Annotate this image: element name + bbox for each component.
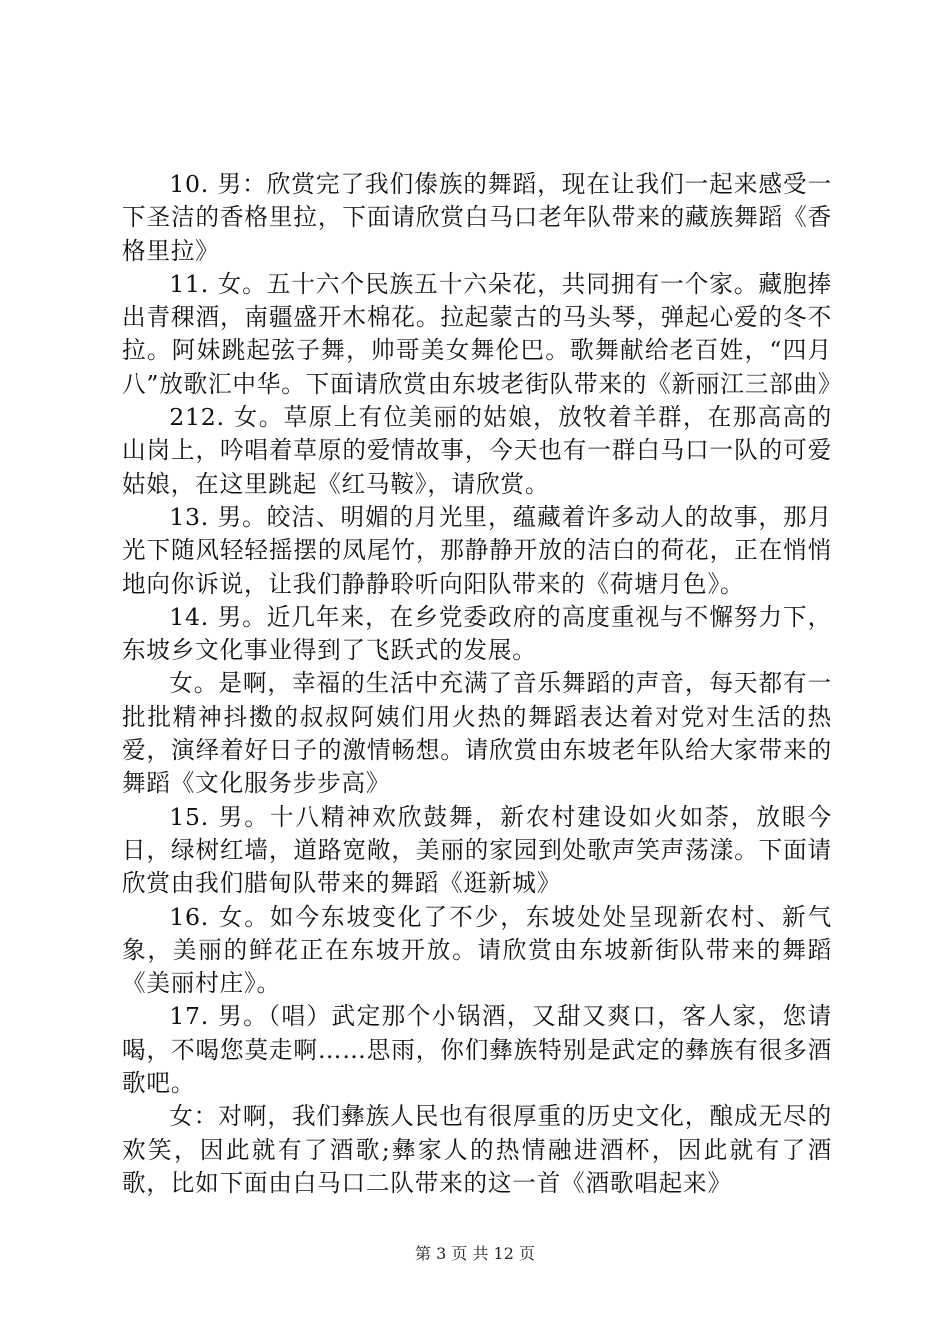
paragraph: 15. 男。十八精神欢欣鼓舞，新农村建设如火如荼，放眼今日，绿树红墙，道路宽敞，美丽的家园到处歌声笑声荡漾。下面请欣赏由我们腊甸队带来的舞蹈《逛新城》 — [122, 802, 832, 898]
paragraph: 10. 男：欣赏完了我们傣族的舞蹈，现在让我们一起来感受一下圣洁的香格里拉，下面请欣赏白马口老年队带来的藏族舞蹈《香格里拉》 — [122, 170, 832, 265]
page-number-footer: 第 3 页 共 12 页 — [415, 1244, 535, 1263]
paragraph: 女：对啊，我们彝族人民也有很厚重的历史文化，酿成无尽的欢笑，因此就有了酒歌;彝家人的热情融进酒杯，因此就有了酒歌，比如下面由白马口二队带来的这一首《酒歌唱起来》 — [122, 1102, 832, 1197]
paragraph: 13. 男。皎洁、明媚的月光里，蕴藏着许多动人的故事，那月光下随风轻轻摇摆的凤尾竹，那静静开放的洁白的荷花，正在悄悄地向你诉说，让我们静静聆听向阳队带来的《荷塘月色》。 — [122, 502, 832, 598]
document-body — [122, 168, 843, 1200]
paragraph: 17. 男。（唱）武定那个小锅酒，又甜又爽口，客人家，您请喝，不喝您莫走啊……思雨，你们彝族特别是武定的彝族有很多酒歌吧。 — [122, 1002, 832, 1098]
paragraph: 16. 女。如今东坡变化了不少，东坡处处呈现新农村、新气象，美丽的鲜花正在东坡开放。请欣赏由东坡新街队带来的舞蹈《美丽村庄》。 — [122, 902, 832, 998]
paragraph: 11. 女。五十六个民族五十六朵花，共同拥有一个家。藏胞捧出青稞酒，南疆盛开木棉花。拉起蒙古的马头琴，弹起心爱的冬不拉。阿妹跳起弦子舞，帅哥美女舞伦巴。歌舞献给老百姓，“四月八”放歌汇中华。下面请欣赏由东坡老街队带来的《新丽江三部曲》 — [122, 269, 843, 398]
paragraph: 212. 女。草原上有位美丽的姑娘，放牧着羊群，在那高高的山岗上，吟唱着草原的爱情故事，今天也有一群白马口一队的可爱姑娘，在这里跳起《红马鞍》，请欣赏。 — [122, 403, 832, 498]
paragraph: 女。是啊，幸福的生活中充满了音乐舞蹈的声音，每天都有一批批精神抖擞的叔叔阿姨们用火热的舞蹈表达着对党对生活的热爱，演绎着好日子的激情畅想。请欣赏由东坡老年队给大家带来的舞蹈《文化服务步步高》 — [122, 669, 832, 798]
paragraph: 14. 男。近几年来，在乡党委政府的高度重视与不懈努力下，东坡乡文化事业得到了飞跃式的发展。 — [122, 602, 832, 665]
